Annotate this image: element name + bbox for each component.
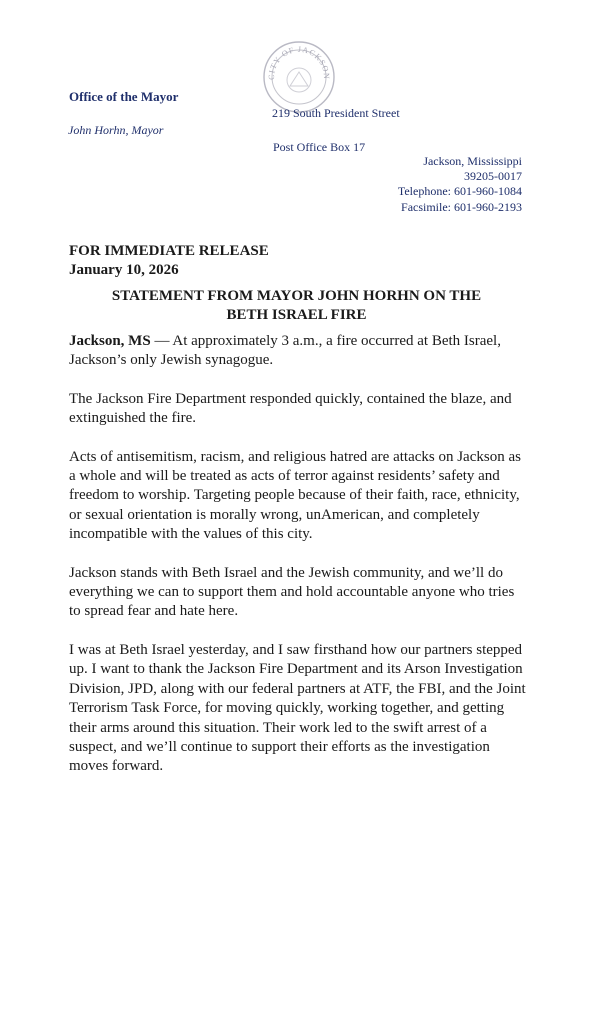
city-state: Jackson, Mississippi bbox=[423, 154, 522, 168]
paragraph-1-text: — At approximately 3 a.m., a fire occurred at Beth Israel, Jackson’s only Jewish synagogue. bbox=[69, 333, 501, 369]
dateline: Jackson, MS bbox=[69, 333, 151, 349]
zip-code: 39205-0017 bbox=[464, 169, 522, 184]
po-box: Post Office Box 17 bbox=[273, 140, 366, 154]
paragraph-4: Jackson stands with Beth Israel and the Jewish community, and we’ll do everything we can to support them and hold accountable anyone who tries to spread fear and hate here. bbox=[69, 564, 515, 620]
headline-line-1: STATEMENT FROM MAYOR JOHN HORHN ON THE bbox=[111, 288, 482, 304]
headline-line-2: BETH ISRAEL FIRE bbox=[226, 307, 367, 323]
facsimile: Facsimile: 601-960-2193 bbox=[401, 199, 522, 214]
release-date: January 10, 2026 bbox=[69, 262, 179, 278]
statement-body bbox=[69, 332, 529, 796]
office-title: Office of the Mayor bbox=[69, 89, 179, 104]
mayor-name: John Horhn, Mayor bbox=[68, 123, 164, 137]
contact-block bbox=[398, 154, 522, 215]
paragraph-2: The Jackson Fire Department responded quickly, contained the blaze, and extinguished the fire. bbox=[69, 390, 512, 427]
telephone: Telephone: 601-960-1084 bbox=[397, 184, 522, 199]
statement-headline bbox=[69, 287, 524, 325]
city-seal-icon bbox=[262, 40, 336, 114]
paragraph-1 bbox=[69, 332, 529, 371]
paragraph-5: I was at Beth Israel yesterday, and I saw firsthand how our partners stepped up. I want to thank the Jackson Fire Department and its Arson Investigation Division, JPD, along with our federal partners at ATF, the FBI, and the Joint Terrorism Task Force, for moving quickly, working together, and getting their arms around this situation. Their work led to the swift arrest of a suspect, and we’ll continue to support their efforts as the investigation moves forward. bbox=[69, 641, 526, 775]
paragraph-3: Acts of antisemitism, racism, and religious hatred are attacks on Jackson as a whole and will be treated as acts of terror against residents’ safety and freedom to worship. Targeting people because of their faith, race, ethnicity, or sexual orientation is morally wrong, unAmerican, and completely incompatible with the values of this city. bbox=[69, 448, 521, 543]
street-address: 219 South President Street bbox=[272, 106, 400, 120]
release-block bbox=[69, 242, 269, 280]
release-label: FOR IMMEDIATE RELEASE bbox=[69, 243, 269, 259]
seal-text: CITY OF JACKSON bbox=[266, 44, 332, 80]
